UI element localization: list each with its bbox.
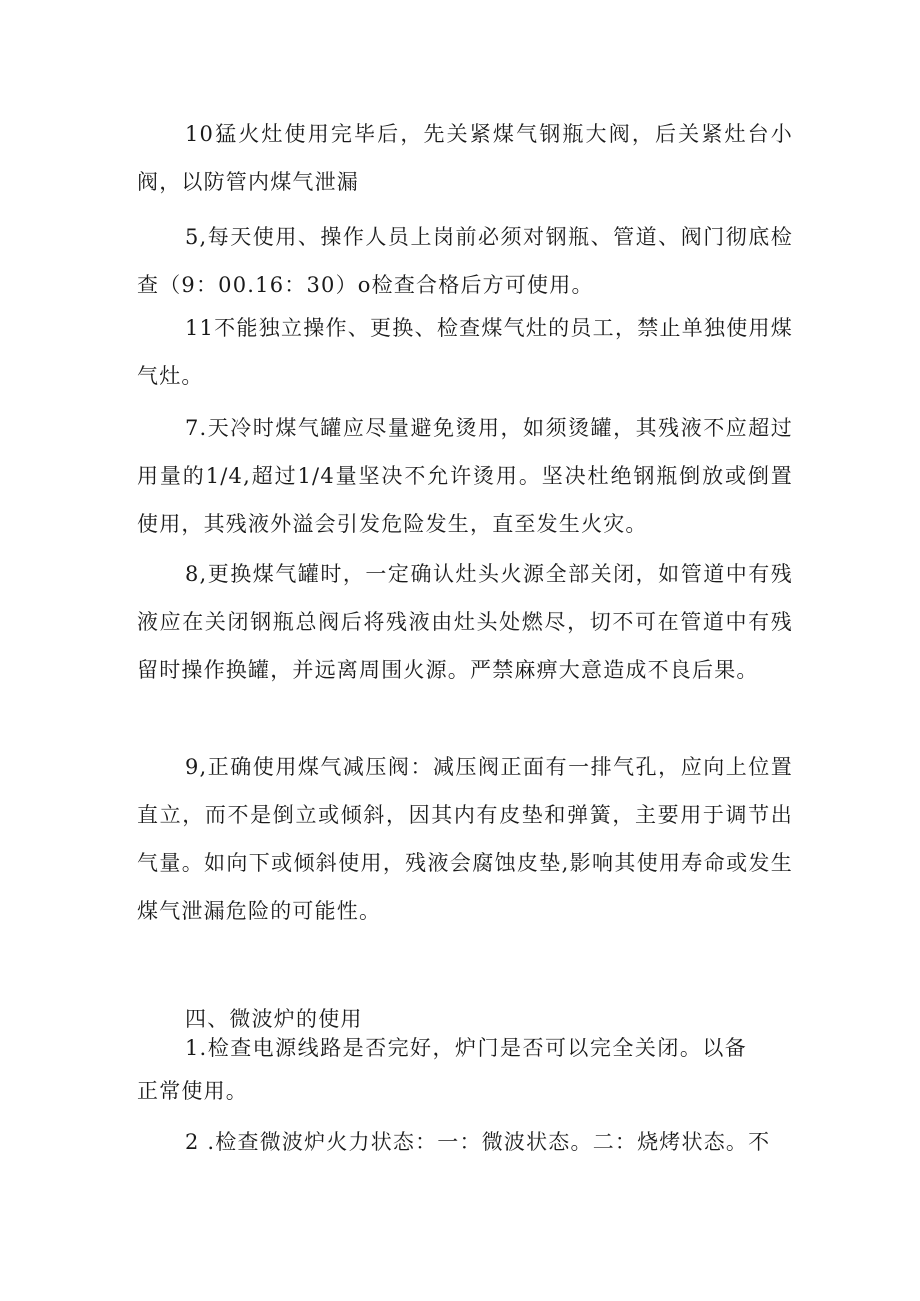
paragraph-10-fire-stove: 10猛火灶使用完毕后，先关紧煤气钢瓶大阀，后关紧灶台小阀，以防管内煤气泄漏 xyxy=(137,122,793,194)
section-heading-microwave: 四、微波炉的使用 xyxy=(185,1007,363,1031)
paragraph-microwave-2: 2 .检查微波炉火力状态：一：微波状态。二：烧烤状态。不 xyxy=(185,1130,771,1154)
paragraph-microwave-1: 1.检查电源线路是否完好，炉门是否可以完全关闭。以备正常使用。 xyxy=(137,1036,747,1103)
paragraph-11-no-solo-use: 11不能独立操作、更换、检查煤气灶的员工，禁止单独使用煤气灶。 xyxy=(137,316,793,388)
paragraph-5-daily-check: 5,每天使用、操作人员上岗前必须对钢瓶、管道、阀门彻底检查（9：00.16：30）o检查合格后方可使用。 xyxy=(137,225,793,297)
paragraph-8-replace-tank: 8,更换煤气罐时，一定确认灶头火源全部关闭，如管道中有残液应在关闭钢瓶总阀后将残液由灶头处燃尽，切不可在管道中有残留时操作换罐，并远离周围火源。严禁麻痹大意造成不良后果。 xyxy=(137,562,793,682)
paragraph-7-cold-weather: 7.天冷时煤气罐应尽量避免烫用，如须烫罐，其残液不应超过用量的1/4,超过1/4量坚决不允许烫用。坚决杜绝钢瓶倒放或倒置使用，其残液外溢会引发危险发生，直至发生火灾。 xyxy=(137,416,793,536)
paragraph-9-pressure-valve: 9,正确使用煤气减压阀：减压阀正面有一排气孔，应向上位置直立，而不是倒立或倾斜，因其内有皮垫和弹簧，主要用于调节出气量。如向下或倾斜使用，残液会腐蚀皮垫,影响其使用寿命或发生煤气泄漏危险的可能性。 xyxy=(137,755,793,923)
